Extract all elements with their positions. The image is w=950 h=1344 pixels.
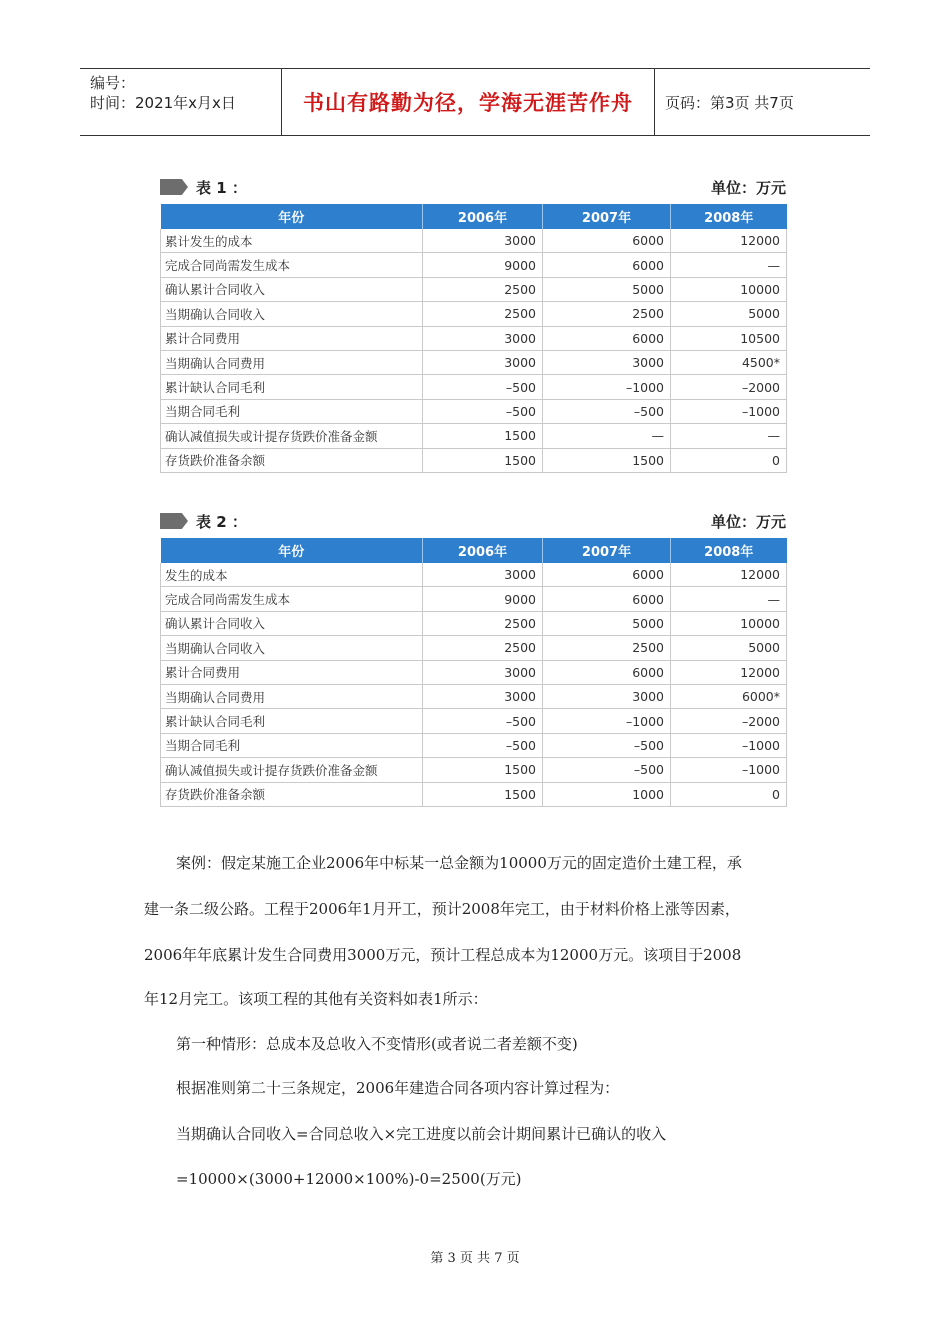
table-1-unit: 单位：万元 <box>710 178 786 197</box>
value-cell: –500 <box>423 375 543 399</box>
table-row <box>161 326 787 350</box>
value-cell: –1000 <box>543 709 671 733</box>
table-row <box>161 399 787 423</box>
value-cell: 3000 <box>423 684 543 708</box>
value-cell: 6000 <box>543 253 671 277</box>
value-cell: 2500 <box>423 611 543 635</box>
value-cell: 0 <box>671 448 787 472</box>
table-row <box>161 563 787 587</box>
table-row <box>161 424 787 448</box>
body-line: 建一条二级公路。工程于2006年1月开工，预计2008年完工，由于材料价格上涨等因素， <box>144 900 740 918</box>
table-1-title-bar <box>160 174 786 200</box>
value-cell: 9000 <box>423 253 543 277</box>
value-cell: 2500 <box>423 302 543 326</box>
body-line: 根据准则第二十三条规定，2006年建造合同各项内容计算过程为： <box>176 1079 620 1097</box>
value-cell: 2500 <box>543 636 671 660</box>
table-2-title-bar <box>160 508 786 534</box>
value-cell: 1500 <box>423 782 543 806</box>
table-2-title: 表 2 ： <box>196 512 247 531</box>
value-cell: 1500 <box>543 448 671 472</box>
value-cell: — <box>671 253 787 277</box>
table-row <box>161 733 787 757</box>
value-cell: — <box>671 424 787 448</box>
table-row <box>161 229 787 253</box>
column-header: 年份 <box>161 204 423 229</box>
body-line: 案例：假定某施工企业2006年中标某一总金额为10000万元的固定造价土建工程，承 <box>176 854 742 872</box>
value-cell: 1500 <box>423 758 543 782</box>
table-row <box>161 782 787 806</box>
formula-line: 当期确认合同收入=合同总收入×完工进度以前会计期间累计已确认的收入 <box>176 1125 667 1143</box>
value-cell: –2000 <box>671 709 787 733</box>
formula-line: =10000×(3000+12000×100%)-0=2500(万元) <box>176 1170 522 1188</box>
column-header: 年份 <box>161 538 423 563</box>
column-header: 2006年 <box>423 538 543 563</box>
motto: 书山有路勤为径，学海无涯苦作舟 <box>282 69 655 135</box>
value-cell: 6000 <box>543 229 671 253</box>
row-label-cell: 当期合同毛利 <box>161 399 423 423</box>
row-label-cell: 累计缺认合同毛利 <box>161 375 423 399</box>
row-label-cell: 当期确认合同收入 <box>161 636 423 660</box>
column-header: 2008年 <box>671 204 787 229</box>
value-cell: 1000 <box>543 782 671 806</box>
table-row <box>161 611 787 635</box>
body-line: 第一种情形：总成本及总收入不变情形(或者说二者差额不变) <box>176 1035 578 1053</box>
value-cell: –500 <box>543 399 671 423</box>
column-header: 2007年 <box>543 204 671 229</box>
value-cell: 3000 <box>543 684 671 708</box>
table-header-row <box>161 538 787 563</box>
value-cell: 3000 <box>423 350 543 374</box>
value-cell: 1500 <box>423 424 543 448</box>
row-label-cell: 完成合同尚需发生成本 <box>161 587 423 611</box>
column-header: 2006年 <box>423 204 543 229</box>
table-row <box>161 709 787 733</box>
value-cell: –1000 <box>671 399 787 423</box>
value-cell: 5000 <box>671 636 787 660</box>
value-cell: 5000 <box>543 611 671 635</box>
table-row <box>161 684 787 708</box>
row-label-cell: 确认累计合同收入 <box>161 611 423 635</box>
table-row <box>161 758 787 782</box>
header-left <box>80 69 282 135</box>
value-cell: –500 <box>543 733 671 757</box>
value-cell: 0 <box>671 782 787 806</box>
column-header: 2007年 <box>543 538 671 563</box>
value-cell: 12000 <box>671 660 787 684</box>
table-row <box>161 302 787 326</box>
row-label-cell: 确认减值损失或计提存货跌价准备金额 <box>161 424 423 448</box>
table-row <box>161 636 787 660</box>
value-cell: –1000 <box>543 375 671 399</box>
page-info: 页码：第3页 共7页 <box>665 93 794 112</box>
value-cell: 1500 <box>423 448 543 472</box>
value-cell: 10000 <box>671 611 787 635</box>
table-row <box>161 448 787 472</box>
body-line: 年12月完工。该项工程的其他有关资料如表1所示： <box>144 990 488 1008</box>
table-row <box>161 587 787 611</box>
value-cell: 3000 <box>423 229 543 253</box>
value-cell: –500 <box>423 709 543 733</box>
value-cell: –500 <box>423 399 543 423</box>
value-cell: 5000 <box>543 277 671 301</box>
page-header <box>80 68 870 136</box>
table-row <box>161 350 787 374</box>
value-cell: 5000 <box>671 302 787 326</box>
row-label-cell: 累计缺认合同毛利 <box>161 709 423 733</box>
table-1-block <box>160 174 786 473</box>
value-cell: 9000 <box>423 587 543 611</box>
table-row <box>161 253 787 277</box>
table-2-block <box>160 508 786 807</box>
value-cell: 6000 <box>543 660 671 684</box>
value-cell: 2500 <box>423 277 543 301</box>
value-cell: 4500* <box>671 350 787 374</box>
value-cell: 6000* <box>671 684 787 708</box>
value-cell: 3000 <box>423 326 543 350</box>
value-cell: — <box>543 424 671 448</box>
row-label-cell: 当期合同毛利 <box>161 733 423 757</box>
value-cell: –1000 <box>671 758 787 782</box>
value-cell: –1000 <box>671 733 787 757</box>
value-cell: 12000 <box>671 229 787 253</box>
row-label-cell: 确认累计合同收入 <box>161 277 423 301</box>
code-label: 编号： <box>90 74 136 92</box>
value-cell: 12000 <box>671 563 787 587</box>
row-label-cell: 当期确认合同费用 <box>161 684 423 708</box>
time-label: 时间：2021年x月x日 <box>90 94 236 112</box>
value-cell: 6000 <box>543 587 671 611</box>
tag-arrow-icon <box>160 179 188 195</box>
row-label-cell: 发生的成本 <box>161 563 423 587</box>
table-1 <box>160 204 787 473</box>
row-label-cell: 当期确认合同费用 <box>161 350 423 374</box>
value-cell: –500 <box>543 758 671 782</box>
row-label-cell: 存货跌价准备余额 <box>161 448 423 472</box>
tag-arrow-icon <box>160 513 188 529</box>
body-line: 2006年年底累计发生合同费用3000万元，预计工程总成本为12000万元。该项目于2008 <box>144 946 742 964</box>
table-1-title: 表 1 ： <box>196 178 247 197</box>
row-label-cell: 累计合同费用 <box>161 660 423 684</box>
value-cell: 3000 <box>423 660 543 684</box>
value-cell: — <box>671 587 787 611</box>
row-label-cell: 确认减值损失或计提存货跌价准备金额 <box>161 758 423 782</box>
column-header: 2008年 <box>671 538 787 563</box>
value-cell: 6000 <box>543 563 671 587</box>
page-footer: 第 3 页 共 7 页 <box>430 1251 520 1266</box>
row-label-cell: 完成合同尚需发生成本 <box>161 253 423 277</box>
row-label-cell: 累计发生的成本 <box>161 229 423 253</box>
table-row <box>161 375 787 399</box>
table-2 <box>160 538 787 807</box>
table-2-unit: 单位：万元 <box>710 512 786 531</box>
value-cell: –2000 <box>671 375 787 399</box>
value-cell: 3000 <box>543 350 671 374</box>
value-cell: 2500 <box>543 302 671 326</box>
value-cell: 10000 <box>671 277 787 301</box>
row-label-cell: 存货跌价准备余额 <box>161 782 423 806</box>
table-header-row <box>161 204 787 229</box>
row-label-cell: 累计合同费用 <box>161 326 423 350</box>
value-cell: –500 <box>423 733 543 757</box>
value-cell: 6000 <box>543 326 671 350</box>
row-label-cell: 当期确认合同收入 <box>161 302 423 326</box>
table-row <box>161 660 787 684</box>
value-cell: 2500 <box>423 636 543 660</box>
value-cell: 3000 <box>423 563 543 587</box>
value-cell: 10500 <box>671 326 787 350</box>
table-row <box>161 277 787 301</box>
